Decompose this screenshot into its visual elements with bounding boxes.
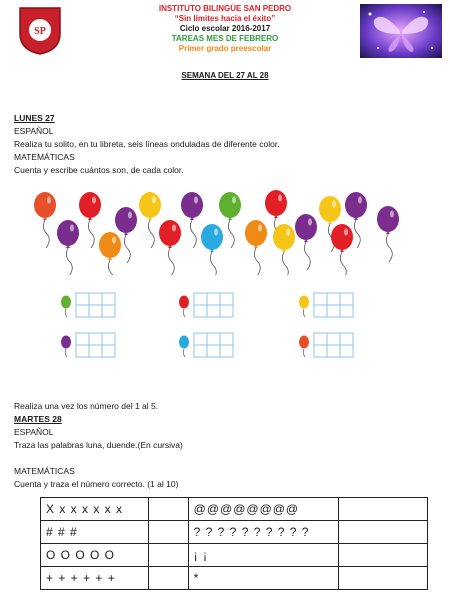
- school-motto: “Sin límites hacia el éxito”: [174, 14, 276, 23]
- monday-spanish-label: ESPAÑOL: [14, 126, 54, 136]
- table-cell: # # #: [41, 521, 149, 544]
- balloon: [245, 220, 267, 275]
- table-row: [41, 521, 428, 544]
- balloon: [57, 220, 79, 275]
- count-box-yellow: [296, 290, 356, 320]
- table-cell: [148, 498, 188, 521]
- monday-math-label: MATEMÁTICAS: [14, 152, 75, 162]
- table-cell: + + + + + +: [41, 567, 149, 590]
- count-balloon: [61, 296, 71, 309]
- logo-letters: SP: [34, 26, 46, 37]
- table-row: [41, 498, 428, 521]
- balloon: [201, 224, 223, 275]
- balloon: [115, 207, 137, 263]
- table-row: [41, 544, 428, 567]
- count-box-blue: [176, 330, 236, 360]
- table-cell: [148, 567, 188, 590]
- count-grid: [76, 293, 115, 317]
- butterfly-image: [360, 4, 442, 58]
- school-name: INSTITUTO BILINGÜE SAN PEDRO: [158, 4, 292, 13]
- count-balloon: [61, 336, 71, 349]
- count-grid: [76, 333, 115, 357]
- balloon: [79, 192, 101, 248]
- tuesday-heading: MARTES 28: [14, 414, 62, 424]
- balloon: [273, 224, 295, 275]
- table-cell: X x x x x x x: [41, 498, 149, 521]
- monday-spanish-task: Realiza tu solito, en tu libreta, seis líneas onduladas de diferente color.: [14, 139, 280, 149]
- count-balloon: [299, 336, 309, 349]
- monday-heading: LUNES 27: [14, 113, 55, 123]
- balloon: [99, 232, 121, 275]
- balloon: [181, 192, 203, 248]
- count-grid: [314, 333, 353, 357]
- table-row: [41, 567, 428, 590]
- tuesday-math-label: MATEMÁTICAS: [14, 466, 75, 476]
- count-balloon: [179, 296, 189, 309]
- balloons-illustration: [0, 185, 450, 275]
- count-grid: [314, 293, 353, 317]
- table-cell: ? ? ? ? ? ? ? ? ? ?: [188, 521, 338, 544]
- count-box-green: [58, 290, 118, 320]
- table-cell: [148, 544, 188, 567]
- count-balloon: [299, 296, 309, 309]
- tasks-title: TAREAS MES DE FEBRERO: [171, 34, 279, 43]
- balloon: [139, 192, 161, 248]
- table-cell: [338, 544, 428, 567]
- school-logo: [16, 4, 64, 56]
- table-cell: O O O O O: [41, 544, 149, 567]
- school-cycle: Ciclo escolar 2016-2017: [179, 24, 271, 33]
- balloon: [159, 220, 181, 275]
- table-cell: [338, 521, 428, 544]
- table-cell: [338, 498, 428, 521]
- table-cell: [148, 521, 188, 544]
- tuesday-spanish-label: ESPAÑOL: [14, 427, 54, 437]
- count-balloon: [179, 336, 189, 349]
- count-grid: [194, 333, 233, 357]
- count-box-purple: [58, 330, 118, 360]
- week-title: SEMANA DEL 27 AL 28: [181, 71, 269, 80]
- balloon: [295, 214, 317, 270]
- balloon: [331, 224, 353, 275]
- table-cell: @@@@@@@@: [188, 498, 338, 521]
- table-cell: [338, 567, 428, 590]
- monday-numbers-task: Realiza una vez los número del 1 al 5.: [14, 401, 159, 411]
- monday-math-task: Cuenta y escribe cuántos son, de cada color.: [14, 165, 184, 175]
- count-box-orange: [296, 330, 356, 360]
- balloon: [377, 206, 399, 262]
- grade-label: Primer grado preescolar: [178, 44, 272, 53]
- table-cell: *: [188, 567, 338, 590]
- tuesday-math-task: Cuenta y traza el número correcto. (1 al 10): [14, 479, 179, 489]
- count-grid: [194, 293, 233, 317]
- table-cell: ¡ ¡: [188, 544, 338, 567]
- balloon: [34, 192, 56, 248]
- count-box-red: [176, 290, 236, 320]
- tuesday-spanish-task: Traza las palabras luna, duende.(En cursiva): [14, 440, 183, 450]
- counting-table: [40, 497, 428, 590]
